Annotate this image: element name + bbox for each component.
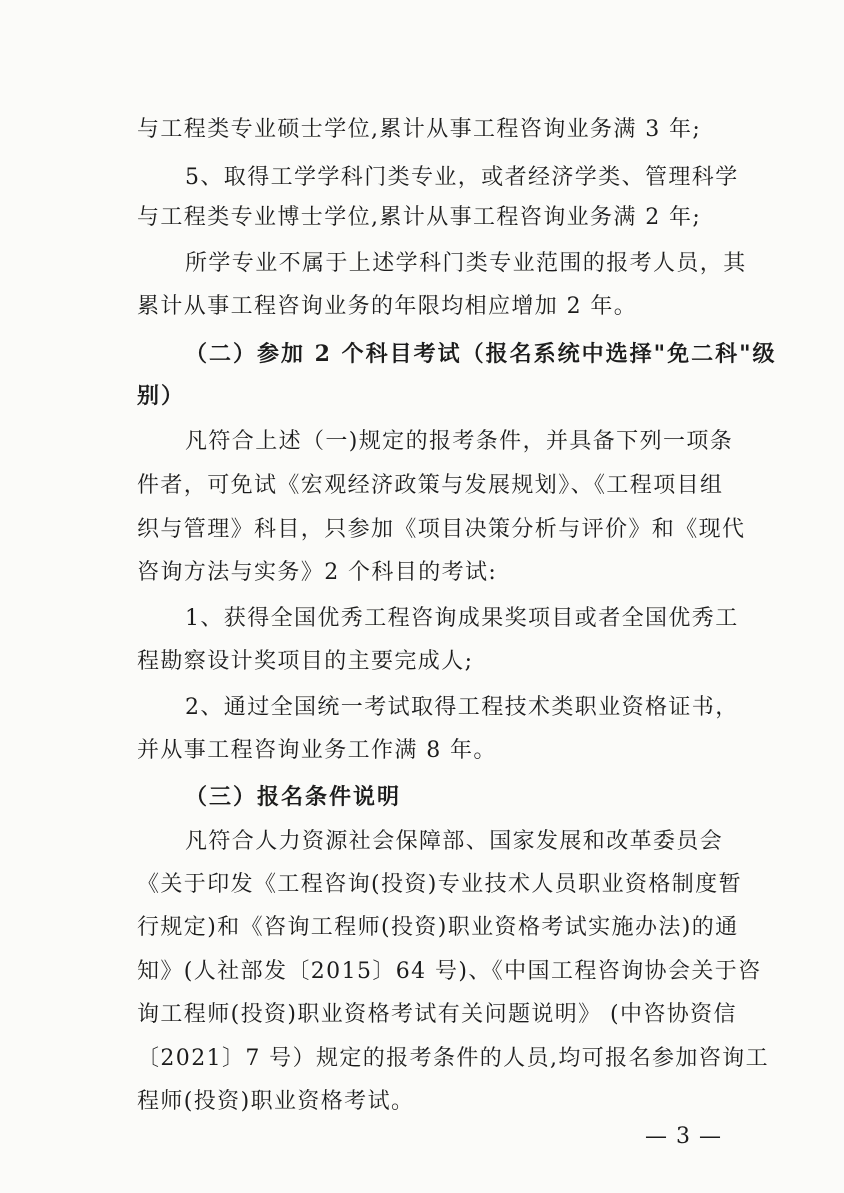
text-line-3: 与工程类专业博士学位,累计从事工程咨询业务满 2 年;	[137, 205, 702, 230]
text-line-1: 与工程类专业硕士学位,累计从事工程咨询业务满 3 年;	[137, 117, 702, 142]
text-line-5: 累计从事工程咨询业务的年限均相应增加 2 年。	[137, 294, 638, 319]
text-line-11: 咨询方法与实务》2 个科目的考试:	[137, 560, 498, 585]
text-line-4: 所学专业不属于上述学科门类专业范围的报考人员，其	[185, 251, 747, 276]
text-line-12: 1、获得全国优秀工程咨询成果奖项目或者全国优秀工	[185, 606, 739, 631]
text-line-20: 知》(人社部发〔2015〕64 号)、《中国工程咨询协会关于咨	[137, 959, 762, 984]
text-line-9: 件者，可免试《宏观经济政策与发展规划》、《工程项目组	[137, 473, 724, 498]
section-heading-3: （三）报名条件说明	[185, 784, 402, 810]
page-number: — 3 —	[645, 1124, 722, 1149]
text-line-13: 程勘察设计奖项目的主要完成人;	[137, 649, 474, 674]
section-heading-2: （二）参加 2 个科目考试（报名系统中选择"免二科"级	[185, 341, 777, 367]
text-line-23: 程师(投资)职业资格考试。	[137, 1089, 415, 1114]
text-line-21: 询工程师(投资)职业资格考试有关问题说明》 (中咨协资信	[137, 1002, 737, 1027]
text-line-17: 凡符合人力资源社会保障部、国家发展和改革委员会	[185, 829, 724, 854]
text-line-18: 《关于印发《工程咨询(投资)专业技术人员职业资格制度暂	[137, 872, 742, 897]
text-line-15: 并从事工程咨询业务工作满 8 年。	[137, 738, 497, 763]
text-line-14: 2、通过全国统一考试取得工程技术类职业资格证书，	[185, 695, 739, 720]
text-line-2: 5、取得工学学科门类专业，或者经济学类、管理科学	[185, 165, 739, 190]
section-heading-2-cont: 别）	[137, 383, 186, 409]
text-line-22: 〔2021〕7 号）规定的报考条件的人员,均可报名参加咨询工	[137, 1046, 769, 1071]
text-line-10: 织与管理》科目，只参加《项目决策分析与评价》和《现代	[137, 517, 746, 542]
text-line-8: 凡符合上述（一)规定的报考条件，并具备下列一项条	[185, 429, 734, 454]
text-line-19: 行规定)和《咨询工程师(投资)职业资格考试实施办法)的通	[137, 915, 739, 940]
